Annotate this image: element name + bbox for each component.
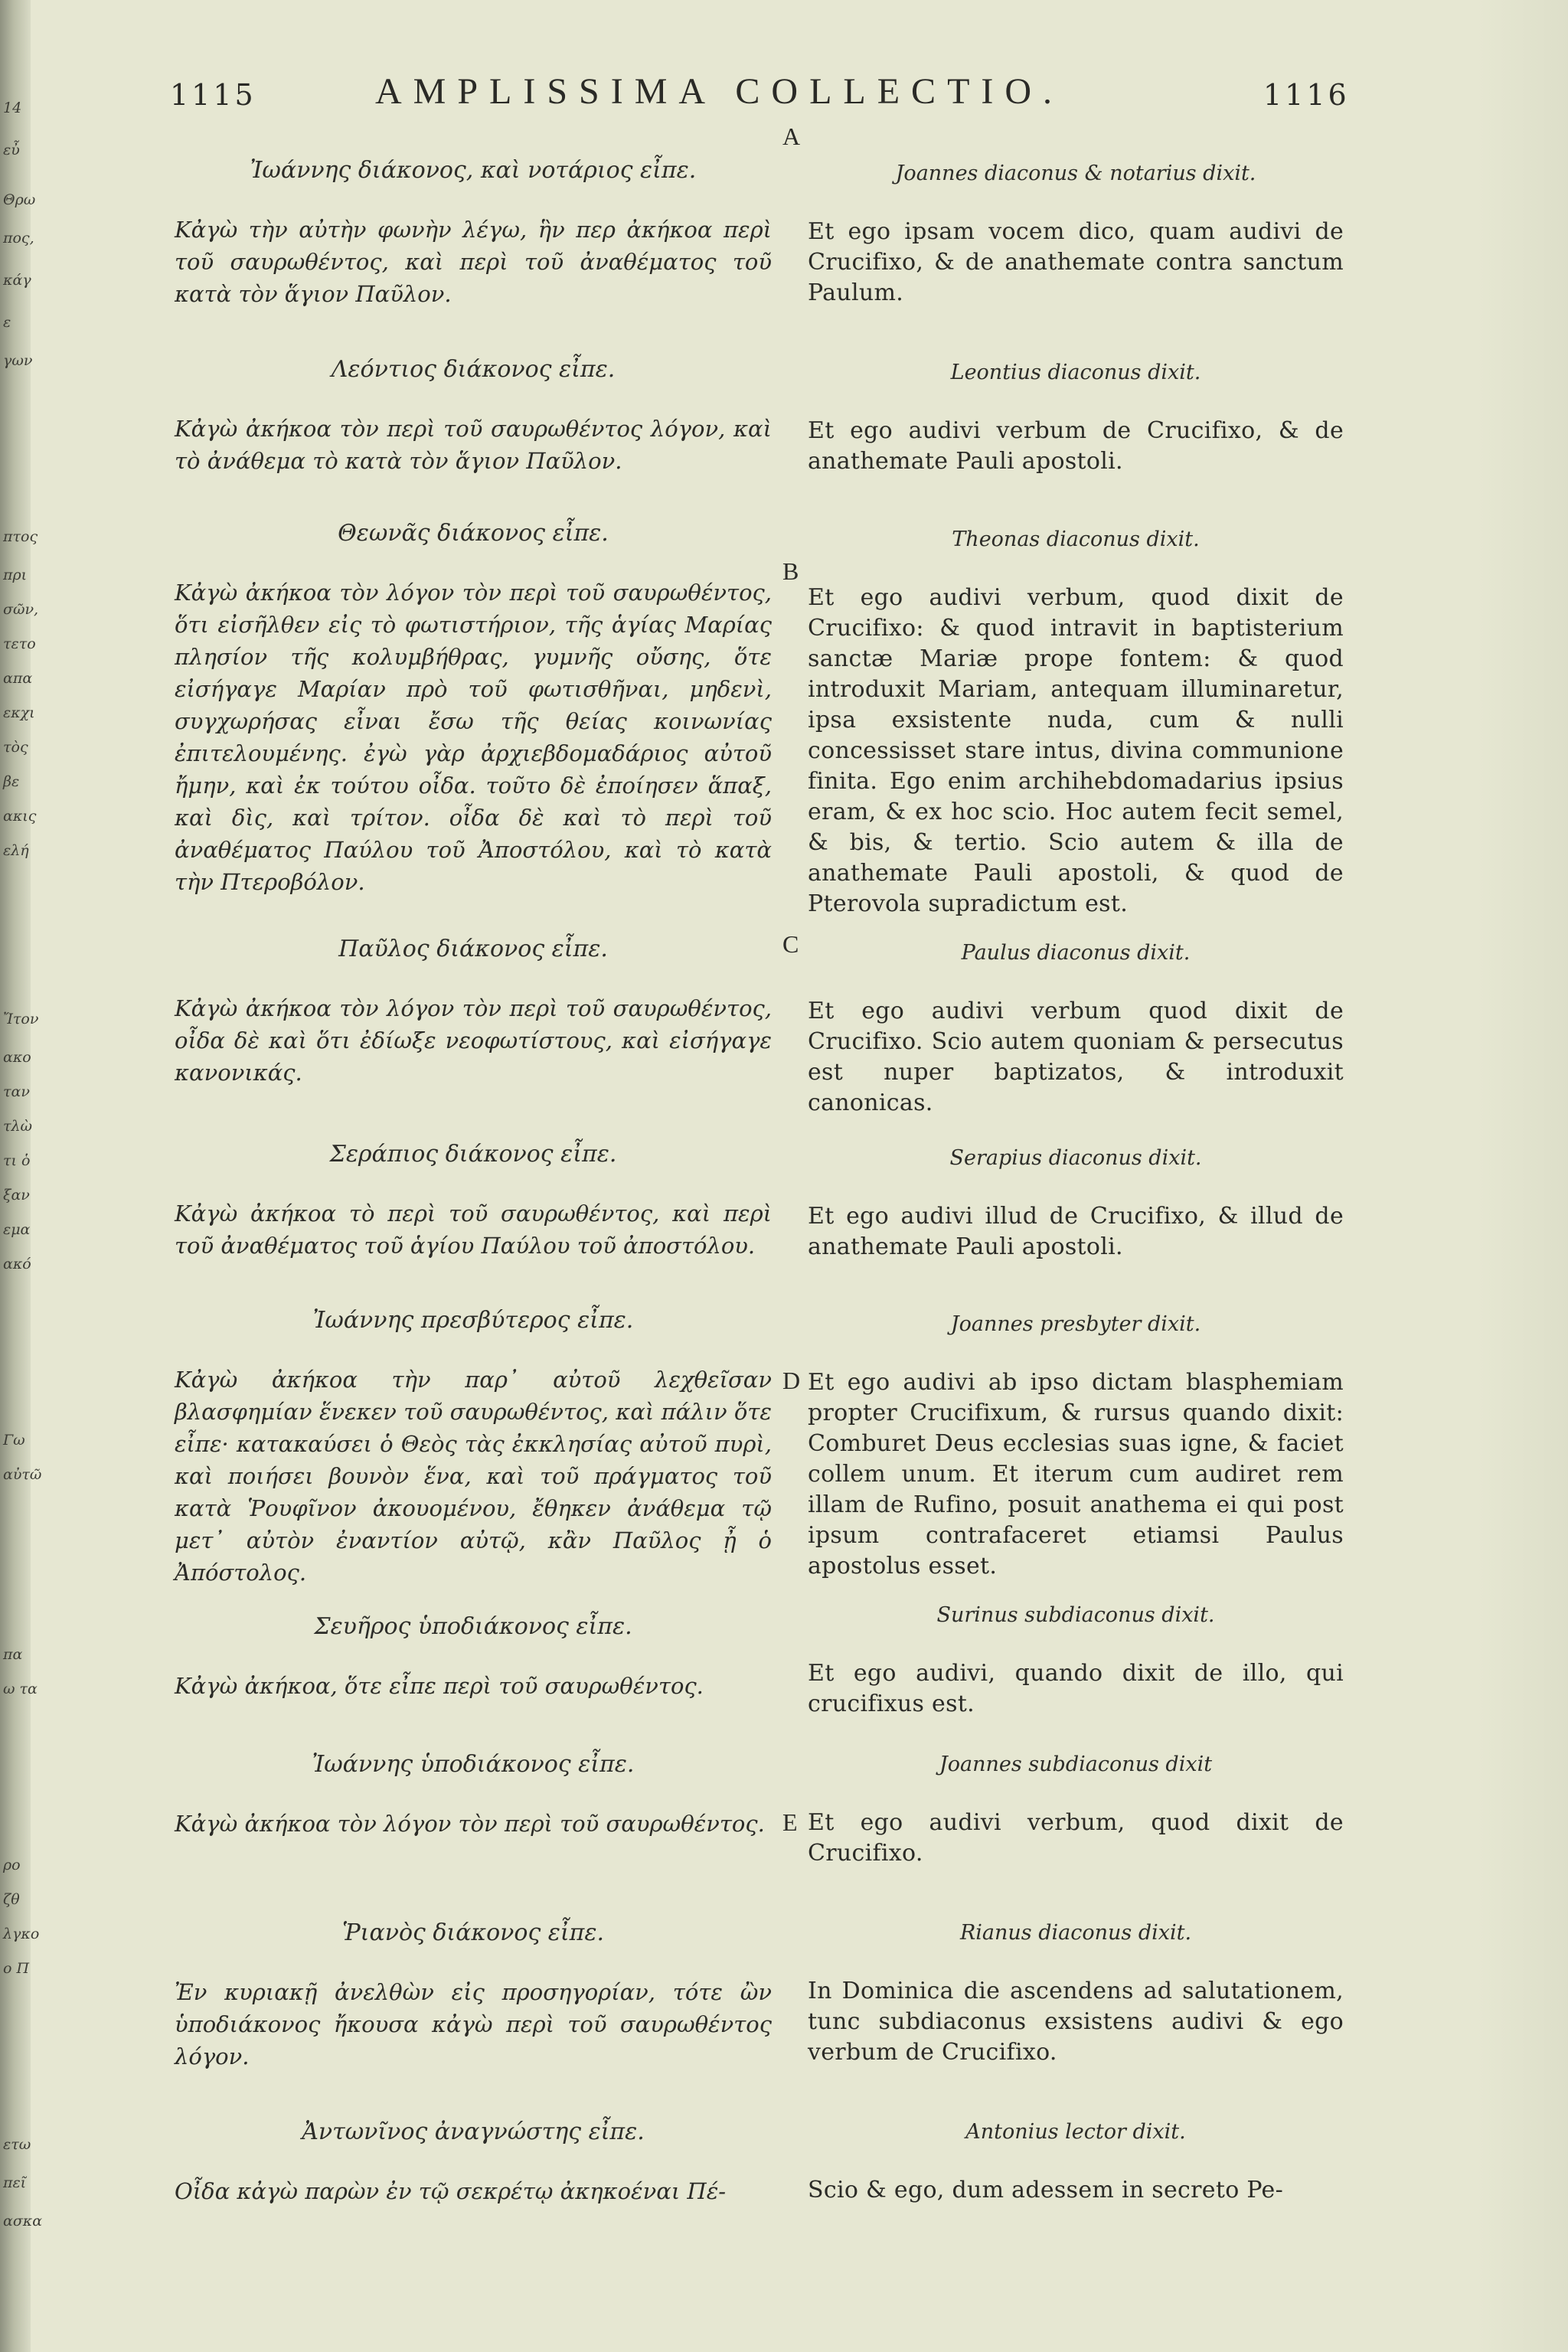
latin-speech bbox=[808, 1749, 1344, 1869]
gutter-fragment: ακό bbox=[3, 1256, 31, 1272]
speaker-heading: Serapius diaconus dixit. bbox=[949, 1146, 1202, 1170]
gutter-fragment: 14 bbox=[3, 100, 22, 116]
speaker-heading: Παῦλος διάκονος εἶπε. bbox=[338, 936, 608, 962]
greek-speech bbox=[175, 1918, 772, 2073]
speaker-heading: Theonas diaconus dixit. bbox=[952, 528, 1200, 551]
gutter-fragment: γων bbox=[3, 352, 33, 369]
latin-column bbox=[808, 142, 1344, 2316]
gutter-fragment: ζθ bbox=[3, 1891, 20, 1908]
speech-text: Scio & ego, dum adessem in secreto Pe- bbox=[808, 2177, 1284, 2203]
gutter-fragment: πτος bbox=[3, 528, 38, 545]
speaker-heading: Joannes subdiaconus dixit bbox=[939, 1753, 1213, 1776]
gutter-fragment: εκχι bbox=[3, 704, 35, 721]
greek-speech bbox=[175, 1139, 772, 1262]
gutter-fragment: τι ὁ bbox=[3, 1152, 31, 1169]
speech-text: Κἀγὼ τὴν αὐτὴν φωνὴν λέγω, ἣν περ ἀκήκοα περὶ τοῦ σαυρωθέντος, καὶ περὶ τοῦ ἀναθέματος τοῦ κατὰ τὸν ἅγιον Παῦλον. bbox=[175, 217, 772, 307]
gutter-fragment: ακις bbox=[3, 808, 37, 825]
latin-speech bbox=[808, 2117, 1344, 2206]
latin-speech bbox=[808, 938, 1344, 1119]
gutter-fragment: ακο bbox=[3, 1049, 31, 1066]
section-letter-d: D bbox=[782, 1367, 801, 1394]
gutter-fragment: ετω bbox=[3, 2136, 31, 2153]
gutter-fragment: Ἴτον bbox=[3, 1011, 39, 1027]
speaker-heading: Ἀντωνῖνος ἀναγνώστης εἶπε. bbox=[302, 2118, 645, 2145]
speech-text: Et ego ipsam vocem dico, quam audivi de Crucifixo, & de anathemate contra sanctum Paulum. bbox=[808, 218, 1344, 306]
latin-speech bbox=[808, 158, 1344, 309]
gutter-fragment: σῶν, bbox=[3, 601, 39, 618]
section-letter-b: B bbox=[782, 557, 799, 585]
gutter-fragment: εμα bbox=[3, 1221, 31, 1238]
speaker-heading: Ἰωάννης πρεσβύτερος εἶπε. bbox=[312, 1307, 634, 1334]
greek-speech bbox=[175, 155, 772, 310]
section-letter-c: C bbox=[782, 930, 799, 958]
gutter-fragment: πος, bbox=[3, 230, 34, 247]
page-number-left: 1115 bbox=[170, 78, 256, 112]
gutter-fragment: ταν bbox=[3, 1083, 30, 1100]
speech-text: Et ego audivi verbum de Crucifixo, & de anathemate Pauli apostoli. bbox=[808, 417, 1344, 475]
latin-speech bbox=[808, 358, 1344, 477]
speaker-heading: Leontius diaconus dixit. bbox=[950, 361, 1201, 384]
page-number-right: 1116 bbox=[1263, 78, 1350, 112]
gutter-fragment: Θρω bbox=[3, 191, 36, 208]
gutter-fragment: πρι bbox=[3, 567, 28, 583]
speech-text: Et ego audivi verbum, quod dixit de Crucifixo: & quod intravit in baptisterium sanctæ Mariæ prope fontem: & quod introduxit Mariam, antequam illuminaretur, ipsa exsistente nuda, cum & nulli concessisset stare intus, divina communione finita. Ego enim archihebdomadarius ipsius eram, & ex hoc scio. Hoc autem fecit semel, & bis, & tertio. Scio autem & illa de anathemate Pauli apostoli, & quod de Pterovola supradictum est. bbox=[808, 584, 1344, 917]
speaker-heading: Joannes presbyter dixit. bbox=[950, 1312, 1201, 1336]
speech-text: Οἶδα κἀγὼ παρὼν ἐν τῷ σεκρέτῳ ἀκηκοέναι Πέ- bbox=[175, 2178, 727, 2204]
greek-speech bbox=[175, 934, 772, 1089]
speaker-heading: Σεράπιος διάκονος εἶπε. bbox=[329, 1141, 617, 1168]
gutter-fragment: Γω bbox=[3, 1432, 25, 1449]
speech-text: Κἀγὼ ἀκήκοα τὴν παρ᾽ αὐτοῦ λεχθεῖσαν βλασφημίαν ἕνεκεν τοῦ σαυρωθέντος, καὶ πάλιν ὅτε εἶπε· κατακαύσει ὁ Θεὸς τὰς ἐκκλησίας αὐτοῦ πυρὶ, καὶ ποιήσει βουνὸν ἕνα, καὶ τοῦ πράγματος τοῦ κατὰ Ῥουφῖνον ἀκουομένου, ἔθηκεν ἀνάθεμα τῷ μετ᾽ αὐτὸν ἐναντίον αὐτῷ, κἂν Παῦλος ᾖ ὁ Ἀπόστολος. bbox=[175, 1367, 772, 1586]
greek-speech bbox=[175, 354, 772, 477]
gutter-fragment: τὸς bbox=[3, 739, 28, 756]
speaker-heading: Ἰωάννης διάκονος, καὶ νοτάριος εἶπε. bbox=[250, 157, 697, 184]
speech-text: Et ego audivi verbum, quod dixit de Crucifixo. bbox=[808, 1809, 1344, 1867]
page-header bbox=[0, 70, 1568, 124]
gutter-fragment: πεῖ bbox=[3, 2174, 27, 2191]
speech-text: Κἀγὼ ἀκήκοα, ὅτε εἶπε περὶ τοῦ σαυρωθέντος. bbox=[175, 1673, 704, 1699]
speech-text: In Dominica die ascendens ad salutationem, tunc subdiaconus exsistens audivi & ego verbum de Crucifixo. bbox=[808, 1978, 1344, 2066]
greek-speech bbox=[175, 1749, 772, 1840]
greek-column bbox=[175, 142, 772, 2316]
speech-text: Ἐν κυριακῇ ἀνελθὼν εἰς προσηγορίαν, τότε ὢν ὑποδιάκονος ἤκουσα κἀγὼ περὶ τοῦ σαυρωθέντος λόγον. bbox=[175, 1979, 772, 2069]
latin-speech bbox=[808, 1918, 1344, 2068]
speech-text: Et ego audivi ab ipso dictam blasphemiam propter Crucifixum, & rursus quando dixit: Comburet Deus ecclesias suas igne, & faciet collem unum. Et iterum cum audiret rem illam de Rufino, posuit anathema ei qui post ipsum contrafaceret etiamsi Paulus apostolus esset. bbox=[808, 1369, 1344, 1579]
speech-text: Κἀγὼ ἀκήκοα τὸν περὶ τοῦ σαυρωθέντος λόγον, καὶ τὸ ἀνάθεμα τὸ κατὰ τὸν ἅγιον Παῦλον. bbox=[175, 416, 772, 474]
gutter-fragment: ο Π bbox=[3, 1960, 30, 1977]
gutter-fragment: ω τα bbox=[3, 1681, 38, 1697]
gutter-fragment: ασκα bbox=[3, 2213, 43, 2230]
speaker-heading: Λεόντιος διάκονος εἶπε. bbox=[331, 356, 616, 383]
gutter-fragment: ε bbox=[3, 314, 11, 331]
latin-speech bbox=[808, 524, 1344, 920]
section-letter-a: A bbox=[782, 122, 801, 150]
gutter-fragment: αὐτῶ bbox=[3, 1466, 42, 1483]
speaker-heading: Surinus subdiaconus dixit. bbox=[936, 1603, 1215, 1627]
speech-text: Κἀγὼ ἀκήκοα τὸν λόγον τὸν περὶ τοῦ σαυρωθέντος, οἶδα δὲ καὶ ὅτι ἐδίωξε νεοφωτίστους, καὶ εἰσήγαγε κανονικάς. bbox=[175, 995, 772, 1086]
gutter-fragment: βε bbox=[3, 773, 20, 790]
speech-text: Κἀγὼ ἀκήκοα τὸν λόγον τὸν περὶ τοῦ σαυρωθέντος. bbox=[175, 1811, 765, 1837]
gutter-fragment: εὖ bbox=[3, 142, 20, 158]
page-edge-shadow bbox=[1476, 0, 1568, 2352]
latin-speech bbox=[808, 1143, 1344, 1263]
speaker-heading: Joannes diaconus & notarius dixit. bbox=[895, 162, 1256, 185]
gutter-fragment: κάγ bbox=[3, 272, 31, 289]
speech-text: Κἀγὼ ἀκήκοα τὸ περὶ τοῦ σαυρωθέντος, καὶ περὶ τοῦ ἀναθέματος τοῦ ἁγίου Παύλου τοῦ ἀποστόλου. bbox=[175, 1200, 772, 1259]
gutter-fragment: ξαν bbox=[3, 1187, 30, 1204]
gutter-fragment: λγκο bbox=[3, 1926, 40, 1942]
latin-speech bbox=[808, 1600, 1344, 1720]
greek-speech bbox=[175, 1305, 772, 1589]
gutter-fragment: τετο bbox=[3, 635, 36, 652]
gutter-fragment: απα bbox=[3, 670, 33, 687]
speaker-heading: Paulus diaconus dixit. bbox=[961, 941, 1191, 965]
speaker-heading: Θεωνᾶς διάκονος εἶπε. bbox=[338, 520, 609, 547]
running-title: AMPLISSIMA COLLECTIO. bbox=[375, 71, 1064, 112]
speech-text: Et ego audivi, quando dixit de illo, qui crucifixus est. bbox=[808, 1660, 1344, 1717]
latin-speech bbox=[808, 1309, 1344, 1582]
section-letter-e: E bbox=[782, 1808, 798, 1836]
greek-speech bbox=[175, 1612, 772, 1702]
speech-text: Et ego audivi illud de Crucifixo, & illud de anathemate Pauli apostoli. bbox=[808, 1203, 1344, 1260]
speaker-heading: Σευῆρος ὑποδιάκονος εἶπε. bbox=[314, 1613, 632, 1640]
gutter-fragment: ελή bbox=[3, 842, 29, 859]
speech-text: Et ego audivi verbum quod dixit de Crucifixo. Scio autem quoniam & persecutus est nuper baptizatos, & introduxit canonicas. bbox=[808, 998, 1344, 1116]
binding-gutter bbox=[0, 0, 43, 2352]
gutter-fragment: πα bbox=[3, 1646, 23, 1663]
greek-speech bbox=[175, 518, 772, 898]
gutter-fragment: ρο bbox=[3, 1857, 21, 1873]
speaker-heading: Ἰωάννης ὑποδιάκονος εἶπε. bbox=[312, 1751, 635, 1778]
speaker-heading: Antonius lector dixit. bbox=[965, 2120, 1186, 2144]
speaker-heading: Ῥιανὸς διάκονος εἶπε. bbox=[341, 1919, 605, 1946]
greek-speech bbox=[175, 2117, 772, 2207]
speaker-heading: Rianus diaconus dixit. bbox=[959, 1921, 1192, 1945]
speech-text: Κἀγὼ ἀκήκοα τὸν λόγον τὸν περὶ τοῦ σαυρωθέντος, ὅτι εἰσῆλθεν εἰς τὸ φωτιστήριον, τῆς ἁγίας Μαρίας πλησίον τῆς κολυμβήθρας, γυμνῆς οὔσης, ὅτε εἰσήγαγε Μαρίαν πρὸ τοῦ φωτισθῆναι, μηδενὶ, συγχωρήσας εἶναι ἔσω τῆς θείας κοινωνίας ἐπιτελουμένης. ἐγὼ γὰρ ἀρχιεβδομαδάριος αὐτοῦ ἤμην, καὶ ἐκ τούτου οἶδα. τοῦτο δὲ ἐποίησεν ἅπαξ, καὶ δὶς, καὶ τρίτον. οἶδα δὲ καὶ τὸ περὶ τοῦ ἀναθέματος Παύλου τοῦ Ἀποστόλου, καὶ τὸ κατὰ τὴν Πτεροβόλον. bbox=[175, 580, 772, 895]
gutter-fragment: τλὼ bbox=[3, 1118, 33, 1135]
